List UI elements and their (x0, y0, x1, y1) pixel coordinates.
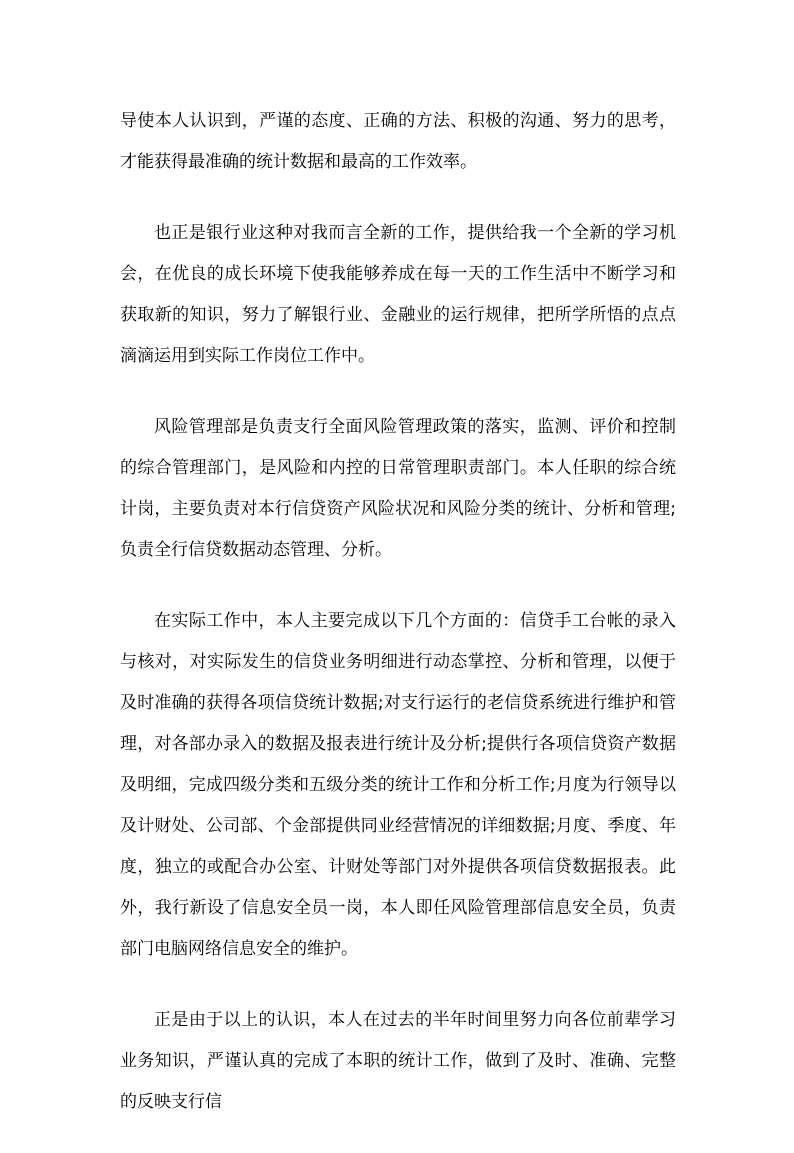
document-body (120, 101, 676, 1153)
paragraph-continuation: 导使本人认识到，严谨的态度、正确的方法、积极的沟通、努力的思考，才能获得最准确的统计数据和最高的工作效率。 (120, 111, 676, 172)
paragraph-summary: 正是由于以上的认识，本人在过去的半年时间里努力向各位前辈学习业务知识，严谨认真的完成了本职的统计工作，做到了及时、准确、完整的反映支行信 (120, 1010, 676, 1112)
paragraph-work-duties: 在实际工作中，本人主要完成以下几个方面的：信贷手工台帐的录入与核对，对实际发生的信贷业务明细进行动态掌控、分析和管理，以便于及时准确的获得各项信贷统计数据;对支行运行的老信贷系统进行维护和管理，对各部办录入的数据及报表进行统计及分析;提供行各项信贷资产数据及明细，完成四级分类和五级分类的统计工作和分析工作;月度为行领导以及计财处、公司部、个金部提供同业经营情况的详细数据;月度、季度、年度，独立的或配合办公室、计财处等部门对外提供各项信贷数据报表。此外，我行新设了信息安全员一岗，本人即任风险管理部信息安全员，负责部门电脑网络信息安全的维护。 (120, 611, 676, 959)
paragraph-learning-opportunity: 也正是银行业这种对我而言全新的工作，提供给我一个全新的学习机会，在优良的成长环境下使我能够养成在每一天的工作生活中不断学习和获取新的知识，努力了解银行业、金融业的运行规律，把所学所悟的点点滴滴运用到实际工作岗位工作中。 (120, 223, 676, 366)
paragraph-risk-management-dept: 风险管理部是负责支行全面风险管理政策的落实，监测、评价和控制的综合管理部门，是风险和内控的日常管理职责部门。本人任职的综合统计岗，主要负责对本行信贷资产风险状况和风险分类的统计、分析和管理;负责全行信贷数据动态管理、分析。 (120, 417, 676, 560)
